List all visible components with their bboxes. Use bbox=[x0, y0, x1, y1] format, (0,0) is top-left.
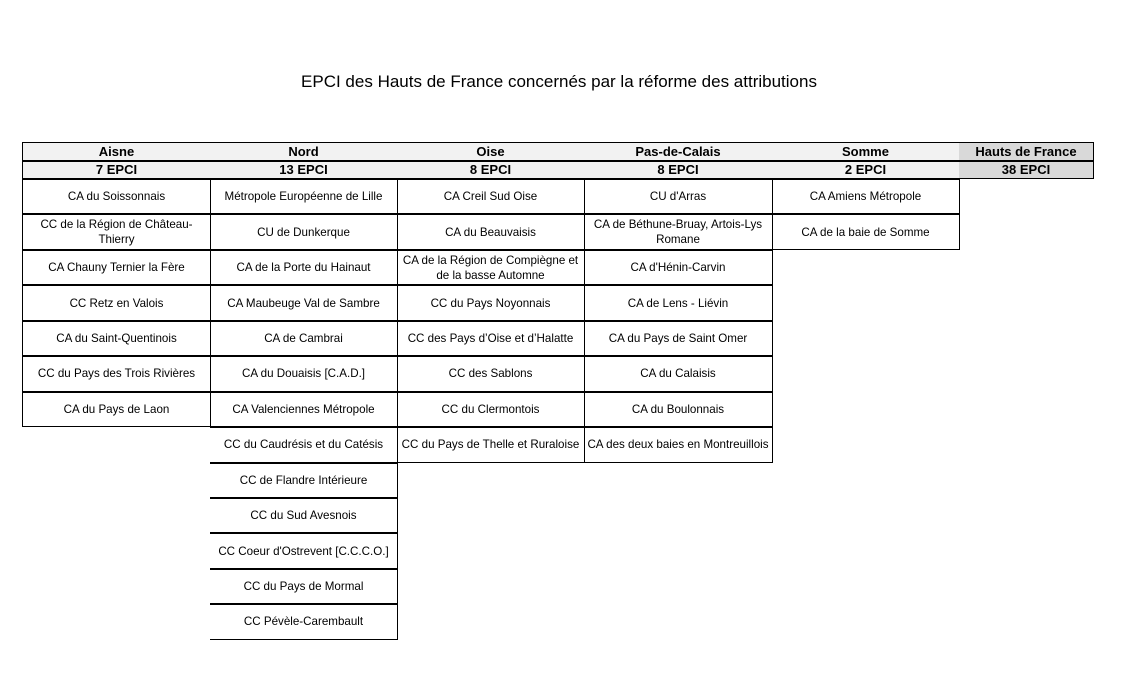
column-pas-de-calais bbox=[584, 142, 773, 463]
table-cell: CA du Douaisis [C.A.D.] bbox=[210, 356, 398, 391]
table-cell: CA d'Hénin-Carvin bbox=[584, 250, 773, 285]
column-header-oise: Oise bbox=[397, 142, 585, 161]
table-cell: CA Creil Sud Oise bbox=[397, 179, 585, 214]
column-oise bbox=[397, 142, 585, 463]
table-cell: CA du Beauvaisis bbox=[397, 214, 585, 249]
table-cell: CC du Pays Noyonnais bbox=[397, 285, 585, 320]
table-cell: CC du Pays de Mormal bbox=[210, 569, 398, 604]
table-cell: CA du Pays de Saint Omer bbox=[584, 321, 773, 356]
column-count-aisne: 7 EPCI bbox=[22, 161, 211, 179]
table-cell: CC du Pays des Trois Rivières bbox=[22, 356, 211, 391]
column-nord bbox=[210, 142, 398, 640]
table-cell: CA Chauny Ternier la Fère bbox=[22, 250, 211, 285]
table-cell: CC du Pays de Thelle et Ruraloise bbox=[397, 427, 585, 462]
table-cell: CC Retz en Valois bbox=[22, 285, 211, 320]
table-cell: CU d'Arras bbox=[584, 179, 773, 214]
column-header-nord: Nord bbox=[210, 142, 398, 161]
table-cell: CA de Cambrai bbox=[210, 321, 398, 356]
table-cell: Métropole Européenne de Lille bbox=[210, 179, 398, 214]
table-cell: CC du Clermontois bbox=[397, 392, 585, 427]
table-cell: CC des Sablons bbox=[397, 356, 585, 391]
table-cell: CA de la Porte du Hainaut bbox=[210, 250, 398, 285]
column-count-nord: 13 EPCI bbox=[210, 161, 398, 179]
column-count-somme: 2 EPCI bbox=[772, 161, 960, 179]
table-cell: CU de Dunkerque bbox=[210, 214, 398, 249]
column-count-oise: 8 EPCI bbox=[397, 161, 585, 179]
table-cell: CA des deux baies en Montreuillois bbox=[584, 427, 773, 462]
column-count-pas-de-calais: 8 EPCI bbox=[584, 161, 773, 179]
table-cell: CC des Pays d’Oise et d’Halatte bbox=[397, 321, 585, 356]
column-count-hauts-de-france: 38 EPCI bbox=[959, 161, 1094, 179]
column-header-aisne: Aisne bbox=[22, 142, 211, 161]
table-cell: CC du Caudrésis et du Catésis bbox=[210, 427, 398, 462]
column-somme bbox=[772, 142, 960, 250]
table-cell: CA Maubeuge Val de Sambre bbox=[210, 285, 398, 320]
table-cell: CA du Soissonnais bbox=[22, 179, 211, 214]
table-cell: CA de Béthune-Bruay, Artois-Lys Romane bbox=[584, 214, 773, 249]
column-header-hauts-de-france: Hauts de France bbox=[959, 142, 1094, 161]
table-cell: CC du Sud Avesnois bbox=[210, 498, 398, 533]
table-cell: CA de la baie de Somme bbox=[772, 214, 960, 249]
column-hauts-de-france bbox=[959, 142, 1094, 179]
table-cell: CA Valenciennes Métropole bbox=[210, 392, 398, 427]
table-cell: CC Coeur d'Ostrevent [C.C.C.O.] bbox=[210, 533, 398, 568]
page-title: EPCI des Hauts de France concernés par la réforme des attributions bbox=[301, 72, 817, 91]
table-cell: CA du Boulonnais bbox=[584, 392, 773, 427]
table-cell: CA Amiens Métropole bbox=[772, 179, 960, 214]
column-aisne bbox=[22, 142, 211, 427]
table-cell: CA de la Région de Compiègne et de la basse Automne bbox=[397, 250, 585, 285]
table-cell: CC de la Région de Château-Thierry bbox=[22, 214, 211, 249]
table-cell: CA du Pays de Laon bbox=[22, 392, 211, 427]
table-cell: CA du Saint-Quentinois bbox=[22, 321, 211, 356]
table-cell: CA du Calaisis bbox=[584, 356, 773, 391]
column-header-somme: Somme bbox=[772, 142, 960, 161]
table-cell: CC de Flandre Intérieure bbox=[210, 463, 398, 498]
column-header-pas-de-calais: Pas-de-Calais bbox=[584, 142, 773, 161]
table-cell: CA de Lens - Liévin bbox=[584, 285, 773, 320]
table-cell: CC Pévèle-Carembault bbox=[210, 604, 398, 639]
